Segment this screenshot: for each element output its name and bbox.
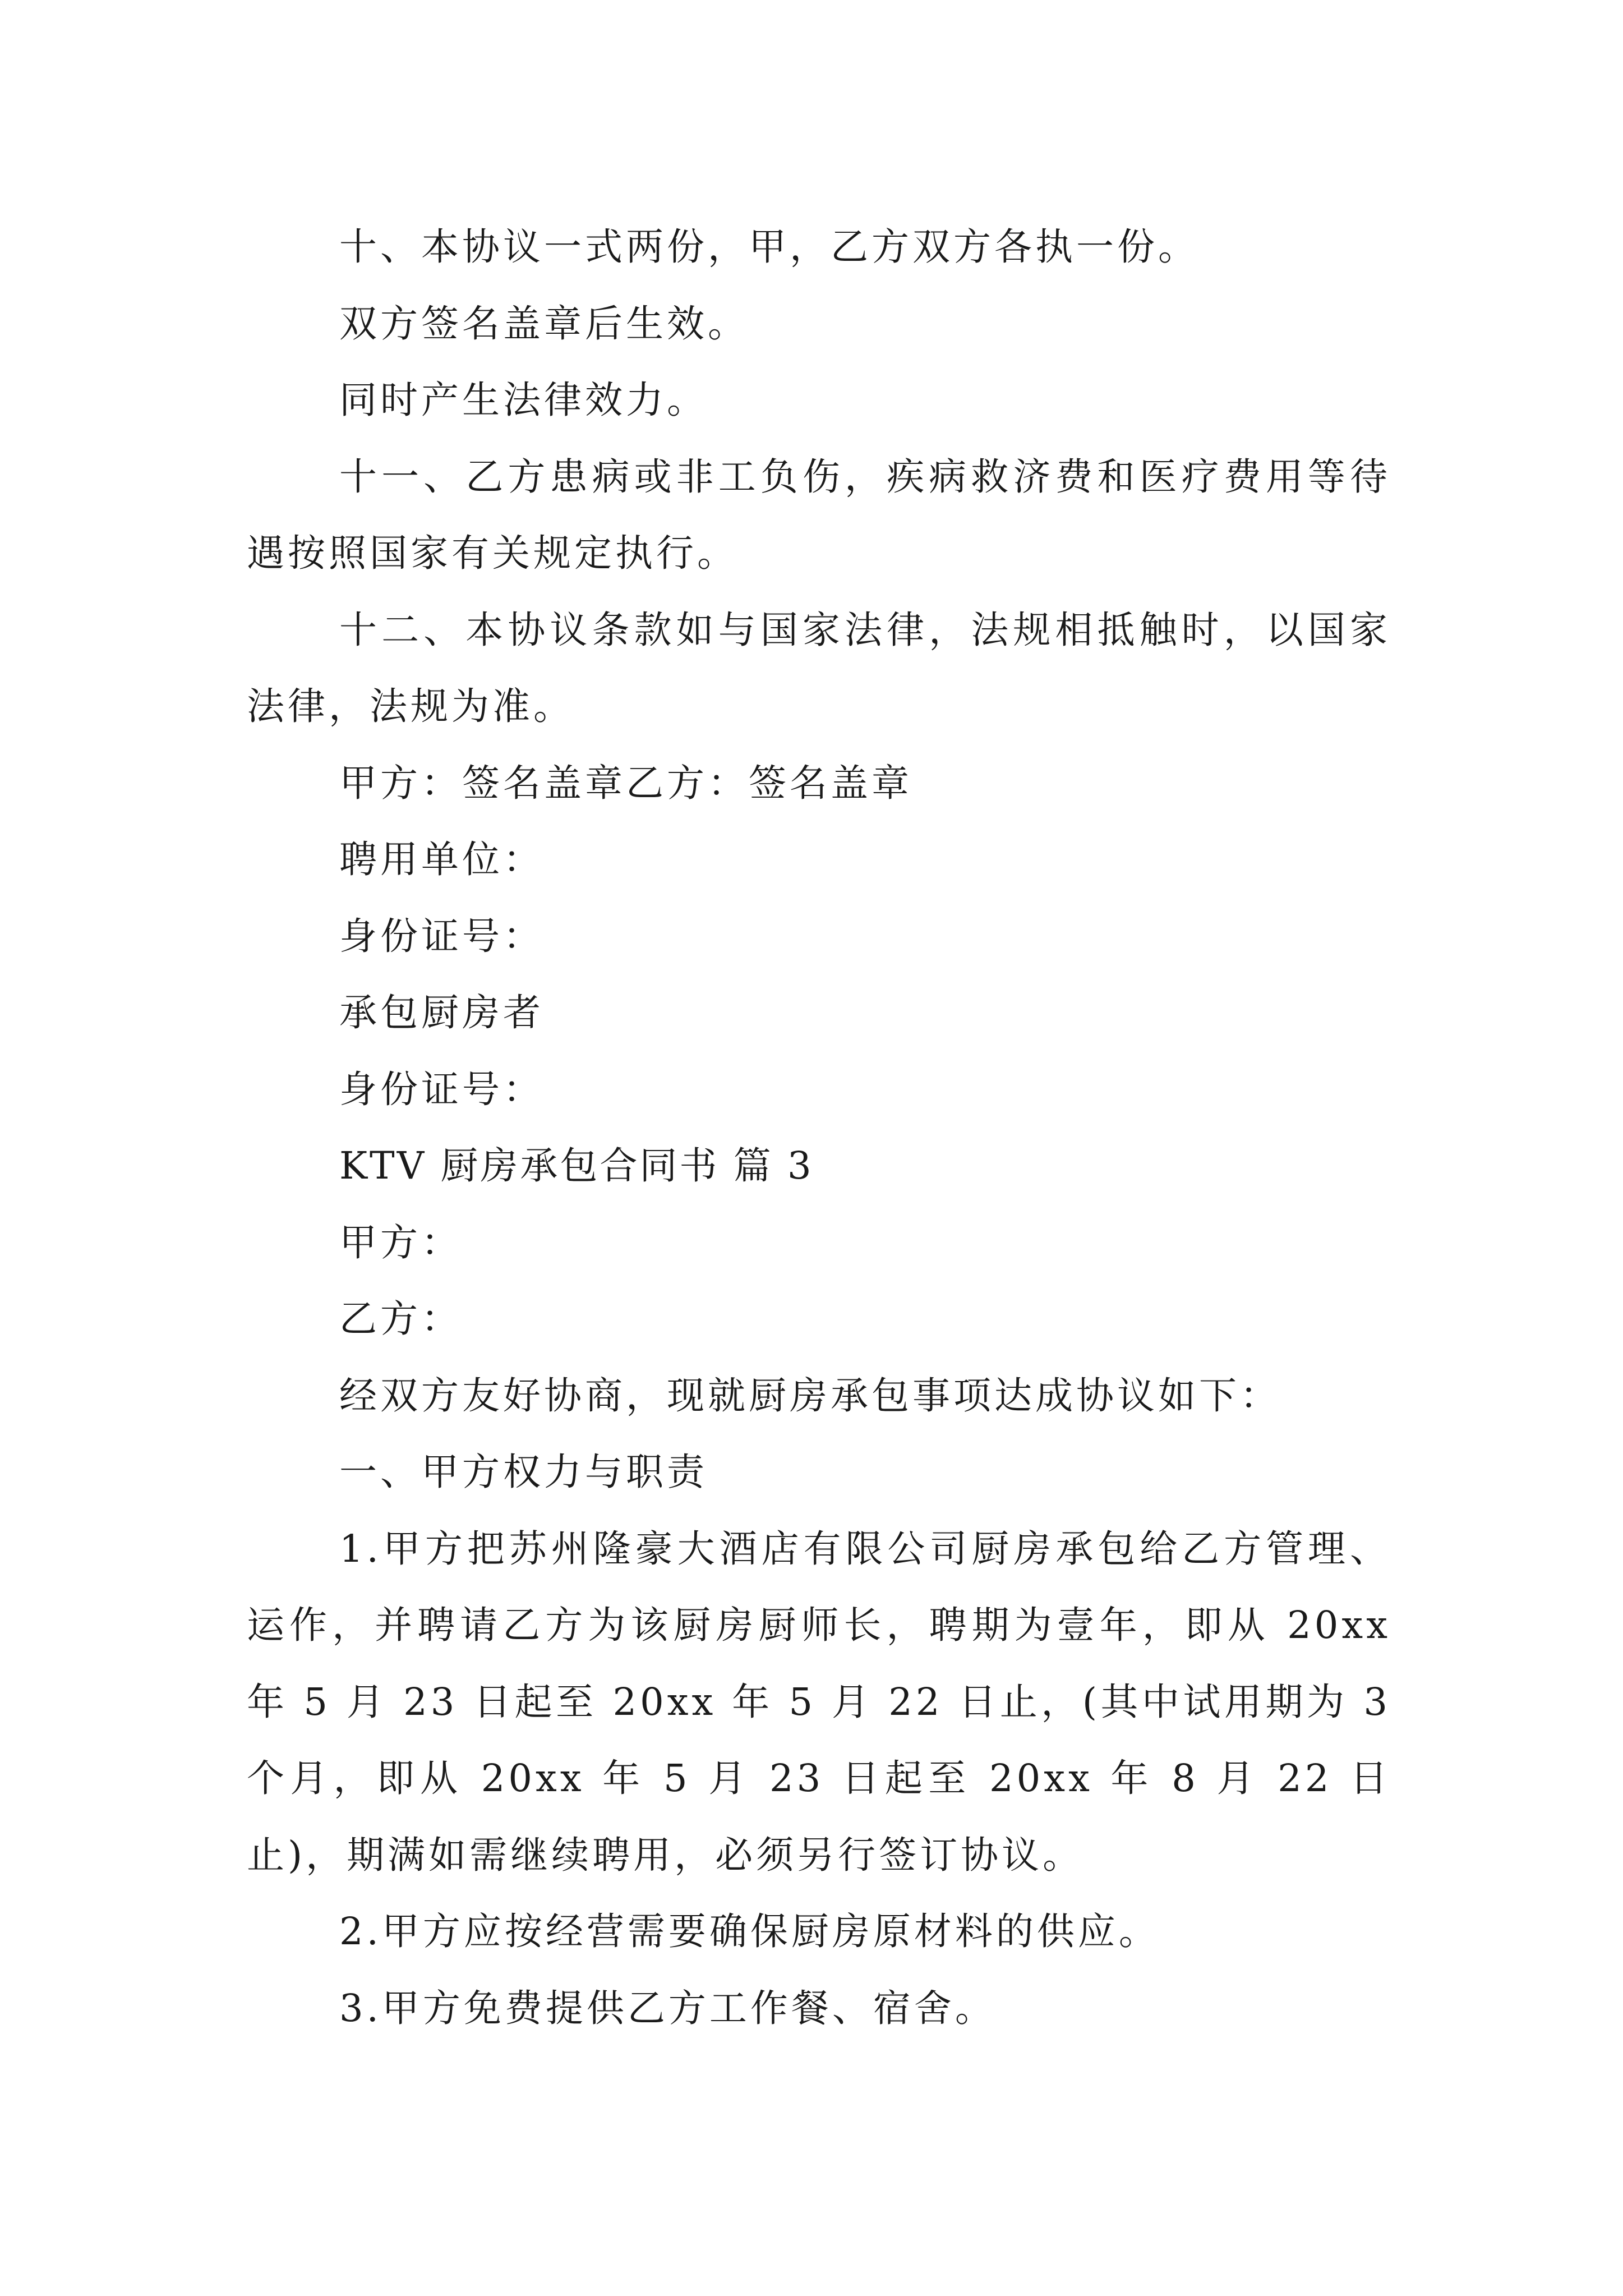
party-b-field: 乙方： xyxy=(339,1297,462,1341)
clause-12-paragraph: 十二、本协议条款如与国家法律，法规相抵触时，以国家法律，法规为准。 xyxy=(247,608,1391,728)
duty-3-paragraph: 3.甲方免费提供乙方工作餐、宿舍。 xyxy=(339,1986,996,2030)
effective-on-signing-paragraph: 双方签名盖章后生效。 xyxy=(339,301,749,346)
clause-10-paragraph: 十、本协议一式两份，甲，乙方双方各执一份。 xyxy=(339,225,1199,269)
section-heading-part-3: KTV 厨房承包合同书 篇 3 xyxy=(339,1144,814,1188)
signature-line: 甲方：签名盖章乙方：签名盖章 xyxy=(339,761,912,805)
duty-1-paragraph: 1.甲方把苏州隆豪大酒店有限公司厨房承包给乙方管理、运作，并聘请乙方为该厨房厨师长，聘期为壹年，即从 20xx 年 5 月 23 日起至 20xx 年 5 月 22 日止，(其中试用期为 3 个月，即从 20xx 年 5 月 23 日起至 20xx 年 8 月 22 日止)，期满如需继续聘用，必须另行签订协议。 xyxy=(247,1526,1391,1877)
document-body xyxy=(247,209,1391,2046)
id-number-field: 身份证号： xyxy=(339,914,544,958)
legal-effect-paragraph: 同时产生法律效力。 xyxy=(339,378,708,422)
id-number-field-2: 身份证号： xyxy=(339,1067,544,1111)
employer-field: 聘用单位： xyxy=(339,838,544,881)
party-a-field: 甲方： xyxy=(339,1220,462,1264)
duty-2-paragraph: 2.甲方应按经营需要确保厨房原材料的供应。 xyxy=(339,1910,1160,1953)
agreement-intro-paragraph: 经双方友好协商，现就厨房承包事项达成协议如下： xyxy=(339,1373,1281,1418)
contractor-field: 承包厨房者 xyxy=(339,991,544,1034)
clause-11-paragraph: 十一、乙方患病或非工负伤，疾病救济费和医疗费用等待遇按照国家有关规定执行。 xyxy=(247,454,1391,575)
party-a-duties-heading: 一、甲方权力与职责 xyxy=(339,1450,708,1494)
